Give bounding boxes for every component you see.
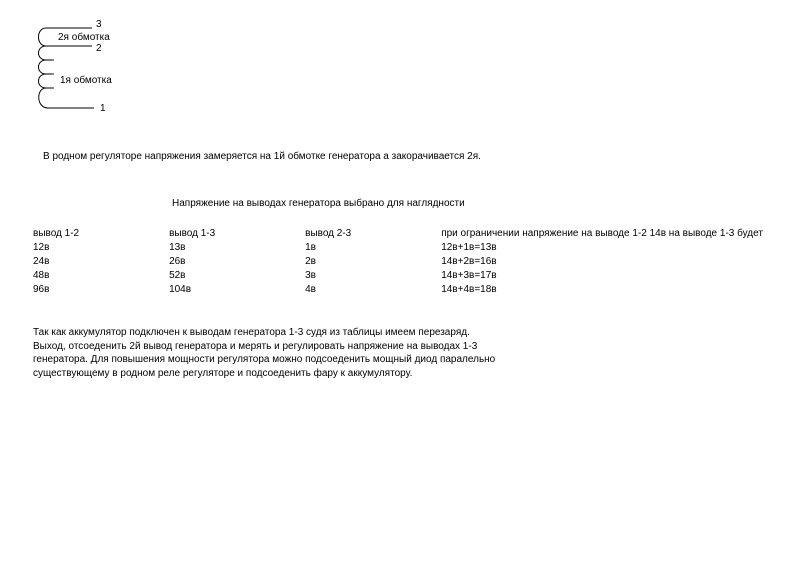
table-cell: 1в [305, 242, 316, 253]
paragraph-line: Выход, отсоеденить 2й вывод генератора и мерять и регулировать напряжение на выводах 1-3 [33, 340, 478, 352]
table-cell: 12в+1в=13в [441, 242, 497, 253]
table-cell: 104в [169, 284, 192, 295]
table-row [33, 255, 800, 269]
header-cell: вывод 1-2 [33, 228, 80, 239]
winding-1-coil [39, 46, 54, 108]
note-line: В родном регуляторе напряжения замеряется на 1й обмотке генератора а закорачивается 2я. [43, 151, 481, 162]
header-cell: вывод 2-3 [305, 228, 352, 239]
winding-1-label: 1я обмотка [60, 75, 112, 86]
voltage-table [33, 227, 800, 297]
table-row [33, 283, 800, 297]
table-cell: 24в [33, 256, 50, 267]
table-cell: 14в+2в=16в [441, 256, 497, 267]
terminal-1-label: 1 [100, 103, 106, 114]
conclusion-paragraph [33, 326, 495, 380]
paragraph-line: существующему в родном реле регуляторе и подсоеденить фару к аккумулятору. [33, 367, 413, 379]
table-cell: 12в [33, 242, 50, 253]
table-cell: 4в [305, 284, 316, 295]
table-cell: 13в [169, 242, 186, 253]
table-cell: 52в [169, 270, 186, 281]
header-cell: вывод 1-3 [169, 228, 216, 239]
terminal-2-label: 2 [96, 43, 102, 54]
winding-2-label: 2я обмотка [58, 32, 110, 43]
terminal-3-label: 3 [96, 19, 102, 30]
table-row [33, 241, 800, 255]
table-cell: 2в [305, 256, 316, 267]
table-cell: 14в+4в=18в [441, 284, 497, 295]
table-row [33, 269, 800, 283]
table-cell: 3в [305, 270, 316, 281]
winding-2-coil [39, 28, 47, 46]
table-cell: 48в [33, 270, 50, 281]
table-header-row [33, 227, 800, 241]
header-cell: при ограничении напряжение на выводе 1-2 14в на выводе 1-3 будет [441, 228, 763, 239]
paragraph-line: Так как аккумулятор подключен к выводам генератора 1-3 судя из таблицы имеем перезаряд. [33, 327, 470, 338]
table-cell: 96в [33, 284, 50, 295]
paragraph-line: генератора. Для повышения мощности регулятора можно подсоеденить мощный диод паралельно [33, 354, 496, 365]
table-cell: 14в+3в=17в [441, 270, 497, 281]
table-caption: Напряжение на выводах генератора выбрано для наглядности [172, 198, 465, 209]
table-cell: 26в [169, 256, 186, 267]
